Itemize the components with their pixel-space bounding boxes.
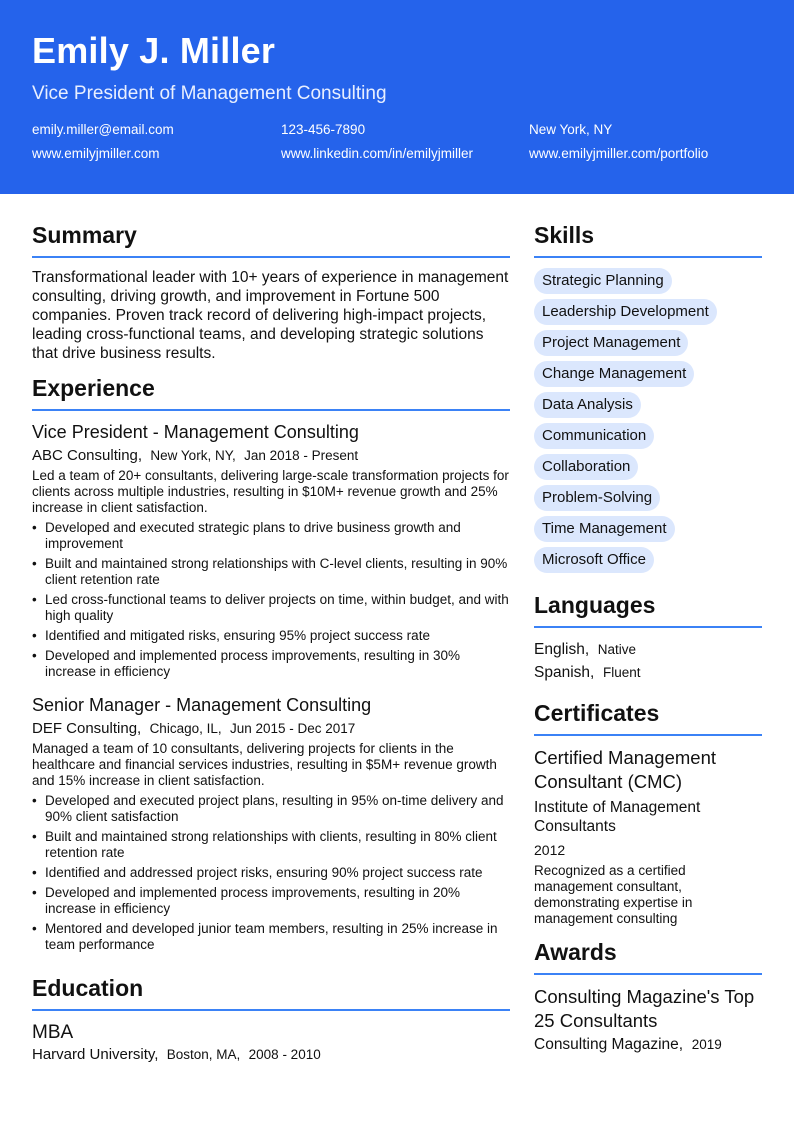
bullet-item: • Mentored and developed junior team members, resulting in 25% increase in team performance [32, 921, 498, 952]
bullet-dot-icon: • [32, 829, 37, 844]
skill-chip: Time Management [534, 516, 675, 542]
candidate-title: Vice President of Management Consulting [32, 83, 387, 104]
bullet-item: • Developed and executed project plans, resulting in 95% on-time delivery and 90% client satisfaction [32, 793, 504, 824]
summary-text: Transformational leader with 10+ years of experience in management consulting, driving growth, and improvement in Fortune 500 companies. Proven track record of delivering high-impact projects, leading cross-functional teams, and developing strategic solutions that drive business results. [32, 269, 509, 362]
resume-header [0, 0, 794, 194]
bullet-dot-icon: • [32, 921, 37, 936]
certificate-name: Certified Management Consultant (CMC) [534, 747, 717, 792]
bullet-dot-icon: • [32, 648, 37, 663]
bullet-item: • Developed and executed strategic plans to drive business growth and improvement [32, 520, 461, 551]
job-bullets [32, 520, 510, 680]
language-level: Fluent [602, 665, 641, 680]
bullet-item: • Built and maintained strong relationships with clients, resulting in 80% client retention rate [32, 829, 497, 860]
language-item [534, 638, 762, 661]
job-entry [32, 421, 510, 680]
skill-chip: Leadership Development [534, 299, 717, 325]
award-issuer: Consulting Magazine, [534, 1036, 684, 1053]
bullet-dot-icon: • [32, 628, 37, 643]
skill-chip: Collaboration [534, 454, 638, 480]
job-description: Managed a team of 10 consultants, delivering projects for clients in the healthcare and financial services industries, resulting in $5M+ revenue growth and 15% increase in client satisfaction. [32, 741, 497, 788]
certificate-issuer: Institute of Management Consultants [534, 799, 701, 835]
language-level: Native [597, 642, 637, 657]
bullet-dot-icon: • [32, 556, 37, 571]
job-company: ABC Consulting, [32, 447, 143, 464]
job-location: New York, NY, [150, 448, 236, 463]
job-title: Senior Manager - Management Consulting [32, 695, 372, 715]
contact-phone[interactable]: 123-456-7890 [281, 122, 366, 137]
contact-location: New York, NY [529, 122, 613, 137]
education-heading: Education [32, 975, 510, 1011]
certificate-description: Recognized as a certified management consultant, demonstrating expertise in management consulting [534, 863, 693, 926]
contact-portfolio[interactable]: www.emilyjmiller.com/portfolio [529, 146, 709, 161]
job-description: Led a team of 20+ consultants, delivering large-scale transformation projects for clients across multiple industries, resulting in $10M+ revenue growth and 25% increase in client satisfaction. [32, 468, 509, 515]
award-name: Consulting Magazine's Top 25 Consultants [534, 986, 755, 1031]
language-item [534, 661, 762, 684]
right-column [534, 222, 762, 1055]
awards-heading: Awards [534, 939, 762, 975]
bullet-dot-icon: • [32, 520, 37, 535]
bullet-item: • Identified and addressed project risks, ensuring 90% project success rate [32, 865, 483, 880]
skill-chip: Problem-Solving [534, 485, 660, 511]
candidate-name: Emily J. Miller [32, 30, 276, 71]
job-dates: Jan 2018 - Present [244, 448, 359, 463]
certificate-year: 2012 [534, 842, 566, 858]
skills-list [534, 268, 762, 578]
job-dates: Jun 2015 - Dec 2017 [229, 721, 356, 736]
award-year: 2019 [691, 1037, 722, 1052]
bullet-item: • Identified and mitigated risks, ensuring 95% project success rate [32, 628, 430, 643]
skill-chip: Communication [534, 423, 654, 449]
bullet-dot-icon: • [32, 592, 37, 607]
contact-email[interactable]: emily.miller@email.com [32, 122, 174, 137]
bullet-item: • Developed and implemented process improvements, resulting in 20% increase in efficiency [32, 885, 460, 916]
bullet-item: • Led cross-functional teams to deliver projects on time, within budget, and with high quality [32, 592, 509, 623]
job-meta [32, 446, 510, 466]
education-meta [32, 1045, 510, 1065]
bullet-dot-icon: • [32, 885, 37, 900]
job-title: Vice President - Management Consulting [32, 422, 359, 442]
job-bullets [32, 793, 510, 953]
skill-chip: Microsoft Office [534, 547, 654, 573]
job-meta [32, 719, 510, 739]
contact-linkedin[interactable]: www.linkedin.com/in/emilyjmiller [281, 146, 474, 161]
bullet-item: • Built and maintained strong relationships with C-level clients, resulting in 90% client retention rate [32, 556, 508, 587]
job-entry [32, 694, 510, 953]
education-dates: 2008 - 2010 [248, 1047, 321, 1062]
left-column [32, 222, 510, 1065]
bullet-item: • Developed and implemented process improvements, resulting in 30% increase in efficiency [32, 648, 460, 679]
languages-heading: Languages [534, 592, 762, 628]
skill-chip: Data Analysis [534, 392, 641, 418]
education-school: Harvard University, [32, 1046, 159, 1063]
education-location: Boston, MA, [166, 1047, 241, 1062]
experience-heading: Experience [32, 375, 510, 411]
bullet-dot-icon: • [32, 793, 37, 808]
skill-chip: Project Management [534, 330, 688, 356]
summary-heading: Summary [32, 222, 510, 258]
language-name: English, [534, 641, 590, 658]
certificates-heading: Certificates [534, 700, 762, 736]
contact-website[interactable]: www.emilyjmiller.com [32, 146, 160, 161]
education-degree: MBA [32, 1022, 74, 1043]
language-name: Spanish, [534, 664, 595, 681]
job-company: DEF Consulting, [32, 720, 142, 737]
job-location: Chicago, IL, [149, 721, 222, 736]
skill-chip: Strategic Planning [534, 268, 672, 294]
skills-heading: Skills [534, 222, 762, 258]
award-meta [534, 1035, 762, 1055]
bullet-dot-icon: • [32, 865, 37, 880]
skill-chip: Change Management [534, 361, 694, 387]
